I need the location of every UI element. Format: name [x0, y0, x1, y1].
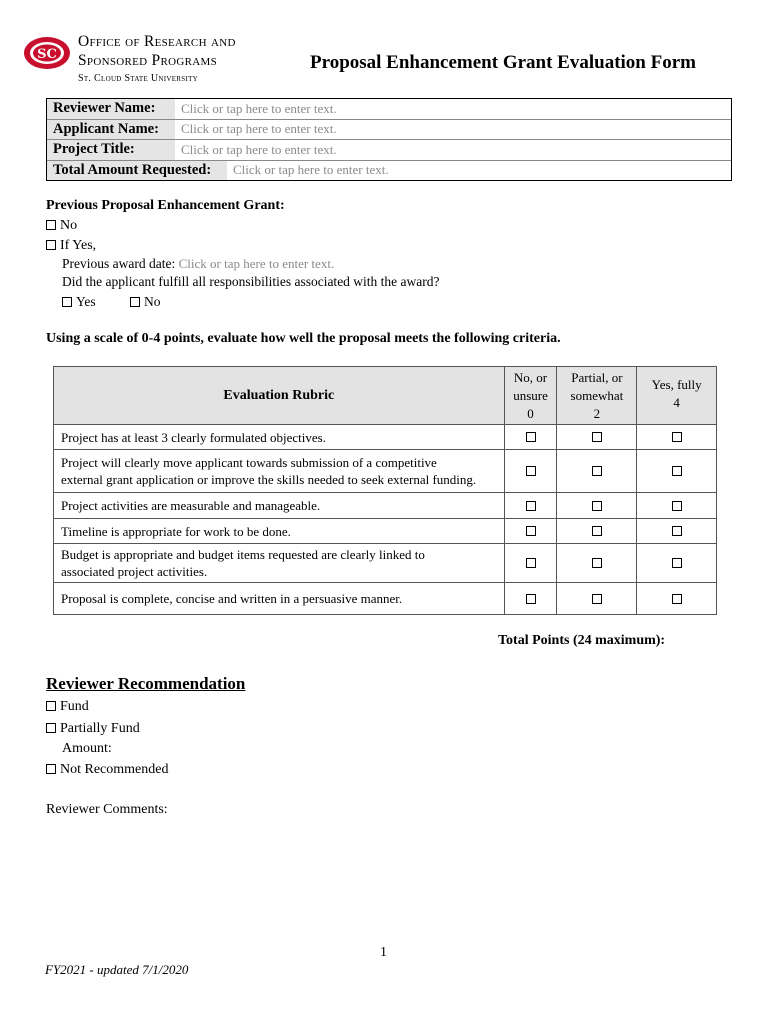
budget-score-2-checkbox[interactable] [592, 558, 602, 568]
score-0-header [504, 367, 557, 425]
project-title-row [47, 140, 731, 161]
not-recommended-checkbox[interactable] [46, 764, 56, 774]
criterion-text: Timeline is appropriate for work to be done. [61, 523, 291, 539]
version-footer: FY2021 - updated 7/1/2020 [45, 962, 189, 977]
budget-score-0-checkbox[interactable] [526, 558, 536, 568]
timeline-score-4-checkbox[interactable] [672, 526, 682, 536]
fulfill-yes [62, 294, 96, 310]
project-title-field[interactable]: Click or tap here to enter text. [181, 141, 337, 157]
previous-grant-no-checkbox[interactable] [46, 220, 56, 230]
submission-score-2-checkbox[interactable] [592, 466, 602, 476]
fulfill-no-label: No [144, 294, 161, 309]
applicant-name-row [47, 120, 731, 141]
reviewer-name-label: Reviewer Name: [47, 99, 175, 119]
total-amount-row [47, 161, 731, 181]
activities-score-4-checkbox[interactable] [672, 501, 682, 511]
activities-score-2-checkbox[interactable] [592, 501, 602, 511]
score-4-line1: Yes, fully [651, 377, 702, 392]
budget-score-4-checkbox[interactable] [672, 558, 682, 568]
score-2-header [557, 367, 637, 425]
applicant-name-label: Applicant Name: [47, 120, 175, 140]
fulfill-yes-label: Yes [76, 294, 96, 309]
total-amount-label: Total Amount Requested: [47, 161, 227, 181]
rubric-row-submission [54, 450, 717, 493]
criterion-objectives [54, 425, 505, 450]
criterion-proposal [54, 583, 505, 615]
criterion-budget [54, 544, 505, 583]
not-recommended-label: Not Recommended [60, 762, 169, 777]
award-date-label: Previous award date: [62, 256, 176, 271]
org-name [78, 32, 236, 70]
form-title: Proposal Enhancement Grant Evaluation Form [310, 52, 696, 73]
proposal-score-2-checkbox[interactable] [592, 594, 602, 604]
partially-fund-label: Partially Fund [60, 721, 140, 736]
criterion-activities [54, 493, 505, 519]
university-seal-icon [23, 36, 71, 70]
activities-score-0-checkbox[interactable] [526, 501, 536, 511]
svg-text:SC: SC [37, 47, 57, 62]
criterion-text: external grant application or improve the skills needed to seek external funding. [61, 472, 477, 487]
criterion-timeline [54, 519, 505, 544]
score-0-value: 0 [527, 405, 534, 421]
criterion-text: Proposal is complete, concise and written in a persuasive manner. [61, 591, 403, 606]
objectives-score-0-checkbox[interactable] [526, 432, 536, 442]
total-points-label: Total Points (24 maximum): [498, 633, 666, 648]
score-2-value: 2 [593, 405, 601, 421]
score-2-line1: Partial, or [571, 369, 623, 385]
amount-label: Amount: [62, 741, 112, 756]
criterion-text: Project activities are measurable and manageable. [61, 498, 321, 513]
criterion-submission [54, 450, 505, 493]
partially-fund-checkbox[interactable] [46, 723, 56, 733]
previous-grant-yes-label: If Yes, [60, 238, 97, 253]
rubric-row-budget [54, 544, 717, 583]
submission-score-0-checkbox[interactable] [526, 466, 536, 476]
fulfill-no-checkbox[interactable] [130, 297, 140, 307]
org-line2: Sponsored Programs [78, 52, 217, 69]
rubric-row-activities [54, 493, 717, 519]
recommendation-title: Reviewer Recommendation [46, 674, 246, 693]
reviewer-name-row [47, 99, 731, 120]
rec-fund [46, 699, 89, 715]
criterion-text: associated project activities. [61, 564, 208, 579]
rubric-row-timeline [54, 519, 717, 544]
score-4-header [637, 367, 717, 425]
proposal-score-4-checkbox[interactable] [672, 594, 682, 604]
rec-not-recommended [46, 762, 168, 778]
criterion-text: Project has at least 3 clearly formulated objectives. [61, 429, 326, 445]
fund-checkbox[interactable] [46, 701, 56, 711]
submission-score-4-checkbox[interactable] [672, 466, 682, 476]
reviewer-name-field[interactable]: Click or tap here to enter text. [181, 100, 337, 116]
award-date-line [62, 256, 334, 272]
project-title-label: Project Title: [47, 140, 175, 160]
evaluation-rubric-table [53, 366, 717, 615]
org-line1: Office of Research and [78, 33, 236, 50]
award-date-field[interactable]: Click or tap here to enter text. [178, 256, 335, 271]
previous-grant-no-label: No [60, 218, 78, 233]
fulfill-yes-checkbox[interactable] [62, 297, 72, 307]
previous-grant-yes [46, 238, 96, 254]
criterion-text: Budget is appropriate and budget items requested are clearly linked to [61, 547, 425, 562]
score-0-line1: No, or [513, 369, 548, 385]
objectives-score-2-checkbox[interactable] [592, 432, 602, 442]
proposal-score-0-checkbox[interactable] [526, 594, 536, 604]
timeline-score-0-checkbox[interactable] [526, 526, 536, 536]
applicant-name-field[interactable]: Click or tap here to enter text. [181, 121, 337, 137]
total-amount-field[interactable]: Click or tap here to enter text. [233, 162, 389, 178]
previous-grant-no [46, 218, 77, 234]
rubric-row-objectives [54, 425, 717, 450]
org-logo [23, 32, 283, 88]
score-0-line2: unsure [513, 387, 548, 403]
objectives-score-4-checkbox[interactable] [672, 432, 682, 442]
applicant-info-table [46, 98, 732, 181]
score-4-value: 4 [673, 395, 680, 410]
rubric-header-row [54, 367, 717, 425]
fulfill-question: Did the applicant fulfill all responsibilities associated with the award? [62, 274, 440, 289]
page-number: 1 [380, 945, 387, 960]
university-name: St. Cloud State University [78, 73, 199, 84]
criterion-text: Project will clearly move applicant towards submission of a competitive [61, 455, 437, 470]
scale-instruction: Using a scale of 0-4 points, evaluate how well the proposal meets the following criteria. [46, 331, 561, 346]
previous-grant-yes-checkbox[interactable] [46, 240, 56, 250]
previous-grant-heading: Previous Proposal Enhancement Grant: [46, 198, 285, 213]
fulfill-no [130, 294, 161, 310]
rec-partial [46, 721, 140, 737]
rubric-row-proposal [54, 583, 717, 615]
score-2-line2: somewhat [570, 387, 624, 403]
fund-label: Fund [60, 699, 89, 714]
timeline-score-2-checkbox[interactable] [592, 526, 602, 536]
reviewer-comments-label: Reviewer Comments: [46, 802, 168, 817]
rubric-header: Evaluation Rubric [54, 367, 505, 425]
